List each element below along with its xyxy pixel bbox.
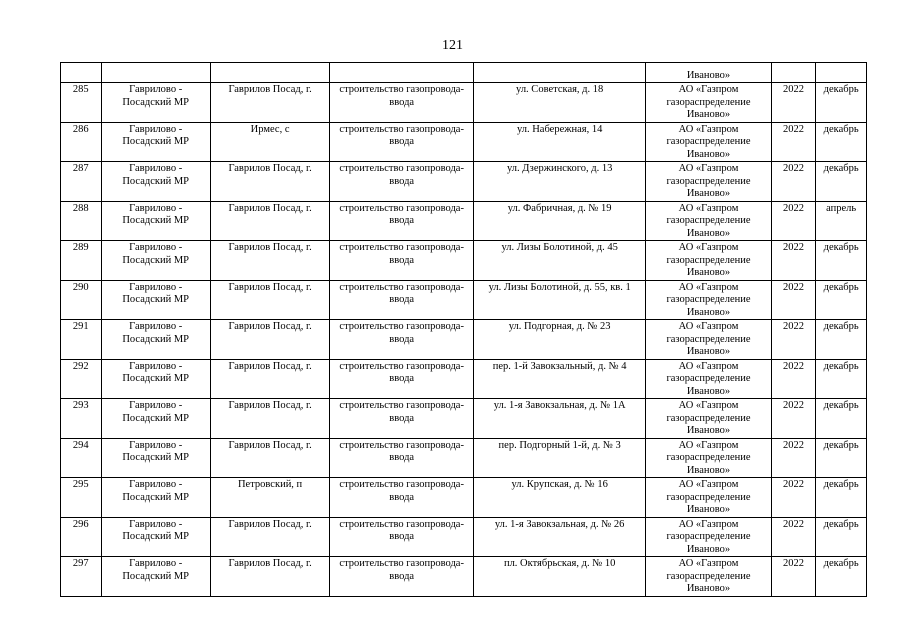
cell-organization-line: АО «Газпром [678, 163, 739, 174]
cell-organization-line: газораспределение [666, 254, 751, 266]
cell-number: 287 [61, 162, 102, 202]
cell-address: ул. Лизы Болотиной, д. 55, кв. 1 [474, 280, 646, 320]
cell-district [101, 241, 210, 281]
cell-number: 297 [61, 557, 102, 597]
cell-year: 2022 [771, 359, 816, 399]
cell-address: ул. 1-я Завокзальная, д. № 1А [474, 399, 646, 439]
cell-work-type-line: ввода [389, 175, 415, 187]
table-row [61, 557, 867, 597]
cell-organization [646, 517, 772, 557]
cell-settlement: Гаврилов Посад, г. [210, 320, 329, 360]
cell-settlement: Гаврилов Посад, г. [210, 162, 329, 202]
cell-organization-line: АО «Газпром [678, 321, 739, 332]
cell-work-type-line: ввода [389, 570, 415, 582]
cell-district-line: Посадский МР [122, 531, 190, 542]
cell-district-line: Гаврилово - [129, 400, 183, 411]
cell-work-type-line: строительство газопровода- [339, 360, 464, 372]
cell-organization-line: АО «Газпром [678, 360, 739, 372]
cell-work-type-line: ввода [389, 373, 415, 384]
cell-work-type-line: ввода [389, 333, 415, 345]
page-number: 121 [442, 38, 463, 53]
cell-work-type-line: ввода [389, 294, 415, 305]
cell-work-type-line: строительство газопровода- [339, 281, 464, 293]
cell-address: ул. Дзержинского, д. 13 [474, 162, 646, 202]
cell-district-line: Посадский МР [122, 215, 190, 226]
cell-year: 2022 [771, 399, 816, 439]
cell-work-type [330, 517, 474, 557]
cell-year: 2022 [771, 478, 816, 518]
cell-empty [61, 63, 102, 83]
cell-address: пер. 1-й Завокзальный, д. № 4 [474, 359, 646, 399]
cell-empty [771, 63, 816, 83]
cell-year: 2022 [771, 201, 816, 241]
cell-organization-line: газораспределение [666, 215, 751, 226]
cell-year: 2022 [771, 557, 816, 597]
cell-district [101, 83, 210, 123]
cell-organization [646, 478, 772, 518]
cell-month: декабрь [816, 162, 867, 202]
cell-organization [646, 122, 772, 162]
cell-address: ул. Набережная, 14 [474, 122, 646, 162]
cell-district-line: Посадский МР [122, 570, 190, 582]
cell-work-type-line: ввода [389, 452, 415, 463]
cell-month: декабрь [816, 557, 867, 597]
cell-organization-line: АО «Газпром [678, 281, 739, 293]
cell-year: 2022 [771, 280, 816, 320]
cell-district [101, 320, 210, 360]
cell-organization-line: газораспределение [666, 531, 751, 542]
cell-month: декабрь [816, 478, 867, 518]
cell-settlement: Петровский, п [210, 478, 329, 518]
cell-empty [330, 63, 474, 83]
cell-district [101, 478, 210, 518]
cell-month: декабрь [816, 438, 867, 478]
cell-organization-line: АО «Газпром [678, 558, 739, 569]
cell-work-type-line: строительство газопровода- [339, 163, 464, 174]
cell-district-line: Гаврилово - [129, 202, 183, 214]
table-row [61, 83, 867, 123]
cell-organization-line: газораспределение [666, 452, 751, 463]
gasification-table [60, 62, 867, 597]
cell-number: 285 [61, 83, 102, 123]
cell-organization-line: газораспределение [666, 136, 751, 147]
continuation-row [61, 63, 867, 83]
table-row [61, 438, 867, 478]
cell-district-line: Посадский МР [122, 452, 190, 463]
cell-district [101, 557, 210, 597]
cell-district-line: Посадский МР [122, 294, 190, 305]
cell-settlement: Гаврилов Посад, г. [210, 241, 329, 281]
cell-work-type-line: ввода [389, 96, 415, 108]
cell-number: 291 [61, 320, 102, 360]
cell-work-type [330, 241, 474, 281]
cell-organization-line: Иваново» [686, 109, 731, 120]
cell-organization-line: АО «Газпром [678, 242, 739, 253]
cell-settlement: Гаврилов Посад, г. [210, 359, 329, 399]
cell-organization [646, 438, 772, 478]
cell-empty [474, 63, 646, 83]
cell-work-type-line: ввода [389, 531, 415, 542]
cell-organization-line: АО «Газпром [678, 400, 739, 411]
cell-organization [646, 320, 772, 360]
cell-settlement: Гаврилов Посад, г. [210, 438, 329, 478]
cell-organization-line: Иваново» [686, 504, 731, 515]
cell-organization [646, 83, 772, 123]
cell-district-line: Посадский МР [122, 254, 190, 266]
cell-district-line: Гаврилово - [129, 163, 183, 174]
cell-organization-line: Иваново» [686, 306, 731, 318]
cell-month: декабрь [816, 241, 867, 281]
cell-year: 2022 [771, 241, 816, 281]
cell-organization-line: Иваново» [686, 464, 731, 476]
cell-address: ул. Фабричная, д. № 19 [474, 201, 646, 241]
cell-work-type-line: строительство газопровода- [339, 518, 464, 530]
cell-work-type [330, 399, 474, 439]
cell-number: 292 [61, 359, 102, 399]
cell-district-line: Посадский МР [122, 412, 190, 424]
cell-work-type [330, 122, 474, 162]
cell-organization-line: АО «Газпром [678, 123, 739, 135]
table-row [61, 359, 867, 399]
cell-work-type [330, 438, 474, 478]
cell-district-line: Гаврилово - [129, 242, 183, 253]
cell-organization-line: Иваново» [686, 385, 731, 397]
cell-settlement: Гаврилов Посад, г. [210, 399, 329, 439]
cell-work-type-line: ввода [389, 412, 415, 424]
cell-organization [646, 557, 772, 597]
cell-organization-line: Иваново» [686, 346, 731, 357]
cell-organization-line: Иваново» [686, 583, 731, 594]
cell-organization-line: АО «Газпром [678, 518, 739, 530]
cell-district [101, 399, 210, 439]
cell-district [101, 280, 210, 320]
cell-organization [646, 280, 772, 320]
cell-month: декабрь [816, 517, 867, 557]
cell-work-type-line: строительство газопровода- [339, 84, 464, 95]
cell-organization [646, 241, 772, 281]
cell-work-type [330, 280, 474, 320]
cell-address: ул. Советская, д. 18 [474, 83, 646, 123]
cell-work-type [330, 478, 474, 518]
cell-district [101, 201, 210, 241]
cell-address: ул. Крупская, д. № 16 [474, 478, 646, 518]
cell-organization [646, 359, 772, 399]
cell-organization [646, 399, 772, 439]
cell-number: 295 [61, 478, 102, 518]
cell-work-type-line: строительство газопровода- [339, 242, 464, 253]
cell-month: апрель [816, 201, 867, 241]
table-row [61, 320, 867, 360]
cell-organization-line: газораспределение [666, 294, 751, 305]
cell-district-line: Гаврилово - [129, 360, 183, 372]
cell-district-line: Посадский МР [122, 373, 190, 384]
cell-year: 2022 [771, 438, 816, 478]
cell-organization-line: Иваново» [686, 227, 731, 239]
cell-settlement: Гаврилов Посад, г. [210, 83, 329, 123]
cell-address: пл. Октябрьская, д. № 10 [474, 557, 646, 597]
cell-month: декабрь [816, 83, 867, 123]
cell-number: 290 [61, 280, 102, 320]
cell-district-line: Гаврилово - [129, 518, 183, 530]
cell-work-type-line: строительство газопровода- [339, 123, 464, 135]
cell-work-type-line: строительство газопровода- [339, 479, 464, 490]
cell-district-line: Посадский МР [122, 96, 190, 108]
cell-work-type [330, 557, 474, 597]
cell-number: 294 [61, 438, 102, 478]
cell-district-line: Гаврилово - [129, 321, 183, 332]
cell-number: 286 [61, 122, 102, 162]
cell-organization-line: Иваново» [686, 267, 731, 278]
cell-district [101, 162, 210, 202]
cell-empty [816, 63, 867, 83]
table-row [61, 478, 867, 518]
cell-organization-line: АО «Газпром [678, 84, 739, 95]
cell-address: ул. Лизы Болотиной, д. 45 [474, 241, 646, 281]
cell-number: 293 [61, 399, 102, 439]
cell-district-line: Гаврилово - [129, 439, 183, 451]
cell-organization-line: газораспределение [666, 96, 751, 108]
cell-district-line: Посадский МР [122, 491, 190, 503]
cell-organization-line: газораспределение [666, 491, 751, 503]
cell-year: 2022 [771, 162, 816, 202]
cell-year: 2022 [771, 320, 816, 360]
cell-work-type [330, 201, 474, 241]
cell-number: 288 [61, 201, 102, 241]
cell-district [101, 122, 210, 162]
cell-district-line: Гаврилово - [129, 281, 183, 293]
cell-organization-line: Иваново» [686, 148, 731, 160]
cell-work-type-line: ввода [389, 254, 415, 266]
cell-month: декабрь [816, 280, 867, 320]
cell-month: декабрь [816, 359, 867, 399]
cell-number: 296 [61, 517, 102, 557]
table-row [61, 399, 867, 439]
cell-organization-line: Иваново» [686, 188, 731, 199]
table-row [61, 122, 867, 162]
cell-district [101, 359, 210, 399]
table-row [61, 280, 867, 320]
cell-district [101, 438, 210, 478]
cell-organization-line: газораспределение [666, 333, 751, 345]
cell-organization [646, 162, 772, 202]
cell-organization-line: АО «Газпром [678, 439, 739, 451]
cell-district-line: Посадский МР [122, 333, 190, 345]
cell-work-type-line: строительство газопровода- [339, 558, 464, 569]
cell-year: 2022 [771, 122, 816, 162]
cell-work-type-line: ввода [389, 491, 415, 503]
cell-work-type-line: строительство газопровода- [339, 439, 464, 451]
cell-organization-line: газораспределение [666, 373, 751, 384]
cell-district-line: Гаврилово - [129, 479, 183, 490]
cell-organization-line: Иваново» [686, 425, 731, 436]
cell-work-type [330, 83, 474, 123]
table-row [61, 162, 867, 202]
cell-empty [101, 63, 210, 83]
cell-district-line: Гаврилово - [129, 123, 183, 135]
cell-settlement: Гаврилов Посад, г. [210, 280, 329, 320]
cell-organization [646, 201, 772, 241]
cell-work-type-line: строительство газопровода- [339, 400, 464, 411]
cell-work-type [330, 320, 474, 360]
cell-work-type [330, 162, 474, 202]
cell-work-type-line: ввода [389, 215, 415, 226]
cell-empty [210, 63, 329, 83]
cell-district-line: Посадский МР [122, 136, 190, 147]
cell-settlement: Гаврилов Посад, г. [210, 557, 329, 597]
cell-organization-line: АО «Газпром [678, 479, 739, 490]
cell-year: 2022 [771, 83, 816, 123]
cell-work-type-line: строительство газопровода- [339, 321, 464, 332]
cell-settlement: Гаврилов Посад, г. [210, 201, 329, 241]
table-row [61, 241, 867, 281]
cell-settlement: Ирмес, с [210, 122, 329, 162]
cell-district-line: Посадский МР [122, 175, 190, 187]
cell-work-type [330, 359, 474, 399]
table-row [61, 517, 867, 557]
cell-month: декабрь [816, 399, 867, 439]
cell-address: ул. Подгорная, д. № 23 [474, 320, 646, 360]
cell-organization-line: газораспределение [666, 412, 751, 424]
cell-address: ул. 1-я Завокзальная, д. № 26 [474, 517, 646, 557]
cell-work-type-line: ввода [389, 136, 415, 147]
cell-year: 2022 [771, 517, 816, 557]
cell-district-line: Гаврилово - [129, 558, 183, 569]
cell-number: 289 [61, 241, 102, 281]
cell-month: декабрь [816, 320, 867, 360]
cell-district-line: Гаврилово - [129, 84, 183, 95]
cell-org-continuation: Иваново» [646, 63, 772, 83]
cell-month: декабрь [816, 122, 867, 162]
cell-work-type-line: строительство газопровода- [339, 202, 464, 214]
cell-organization-line: газораспределение [666, 570, 751, 582]
cell-district [101, 517, 210, 557]
cell-settlement: Гаврилов Посад, г. [210, 517, 329, 557]
table-row [61, 201, 867, 241]
cell-organization-line: газораспределение [666, 175, 751, 187]
cell-organization-line: Иваново» [686, 543, 731, 555]
cell-organization-line: АО «Газпром [678, 202, 739, 214]
cell-address: пер. Подгорный 1-й, д. № 3 [474, 438, 646, 478]
